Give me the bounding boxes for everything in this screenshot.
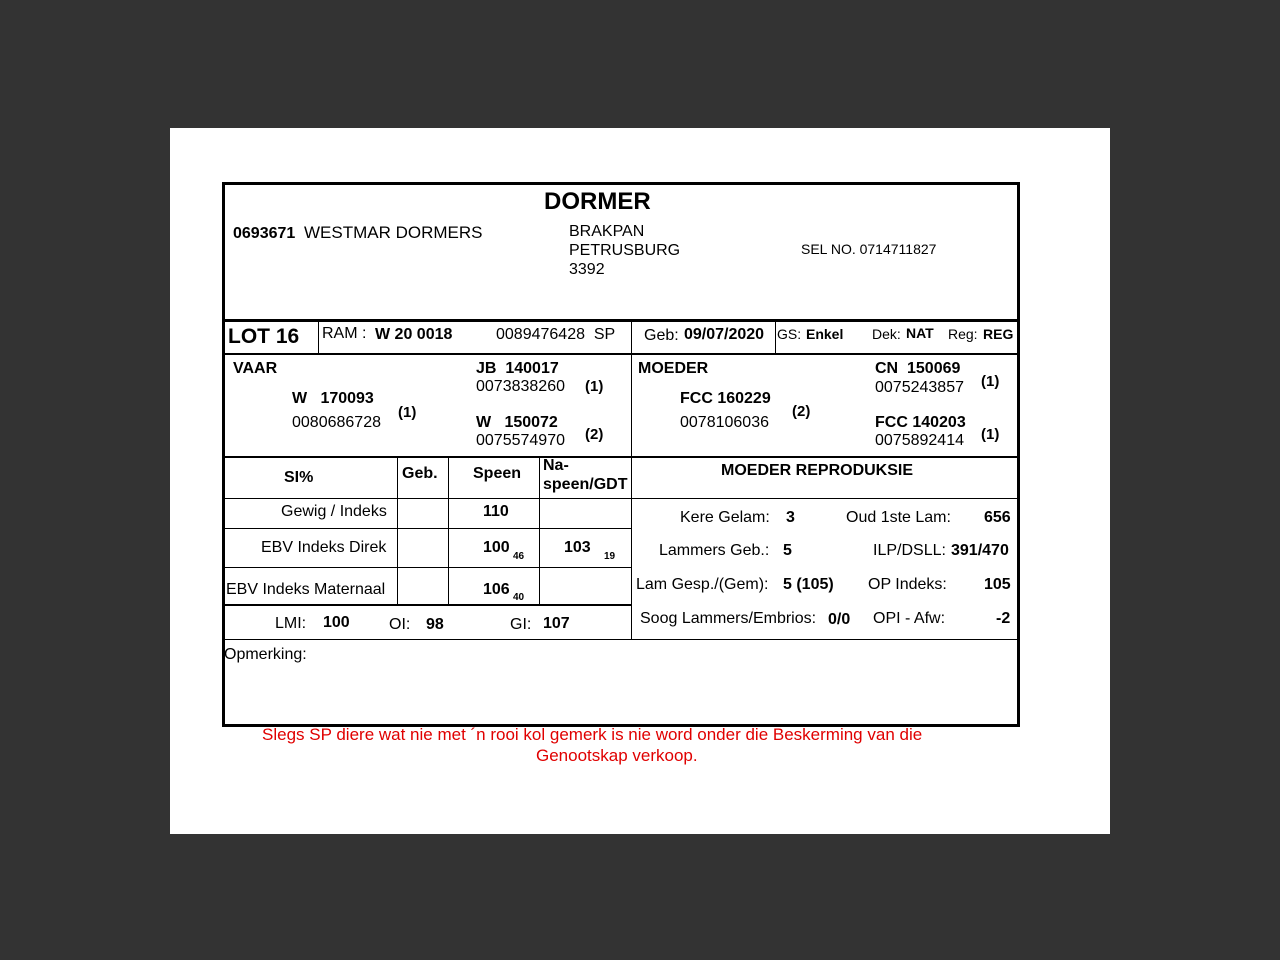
dek-label: Dek: (872, 326, 901, 342)
lmi-value: 100 (323, 614, 350, 631)
gewig-speen-value: 110 (483, 503, 509, 520)
oud-1ste-lam-label: Oud 1ste Lam: (846, 509, 951, 526)
ram-id: W 20 0018 (375, 326, 453, 343)
lammers-geb-value: 5 (783, 542, 792, 559)
maternaal-speen-value: 106 (483, 581, 510, 598)
dek-value: NAT (906, 325, 934, 341)
si-row1-line (222, 528, 632, 529)
sire-mark: (1) (398, 404, 417, 421)
lot-sep-3 (775, 321, 776, 353)
op-indeks-label: OP Indeks: (868, 576, 947, 593)
direk-naspeen-acc: 19 (604, 551, 616, 562)
ram-registration: 0089476428 SP (496, 326, 616, 343)
breeder-name: WESTMAR DORMERS (304, 223, 483, 242)
sel-no: SEL NO. 0714711827 (801, 241, 937, 257)
dam-dam-mark: (1) (981, 426, 1000, 443)
si-header-line (222, 498, 1020, 499)
ilp-dsll-value: 391/470 (951, 542, 1009, 559)
reg-label: Reg: (948, 326, 978, 342)
direk-speen-value: 100 (483, 539, 510, 556)
lmi-label: LMI: (275, 615, 307, 632)
footer-note-line-2: Genootskap verkoop. (536, 746, 698, 765)
gi-label: GI: (510, 616, 532, 633)
geb-header: Geb. (402, 465, 438, 482)
soog-lammers-label: Soog Lammers/Embrios: (640, 610, 817, 627)
lot-number: LOT 16 (228, 325, 300, 348)
moeder-label: MOEDER (638, 360, 709, 377)
si-header: SI% (284, 469, 314, 486)
si-row2-line (222, 567, 632, 568)
sire-sire-id: JB 140017 (476, 360, 559, 377)
naspeen-header-2: speen/GDT (543, 476, 628, 493)
gs-value: Enkel (806, 326, 844, 342)
dam-number: 0078106036 (680, 414, 769, 431)
sire-dam-number: 0075574970 (476, 432, 565, 449)
si-row3-line (222, 604, 632, 606)
opi-afw-label: OPI - Afw: (873, 610, 946, 627)
opmerking-label: Opmerking: (224, 646, 307, 663)
frame-right (1017, 182, 1020, 727)
reg-value: REG (983, 326, 1014, 342)
sire-sire-number: 0073838260 (476, 378, 565, 395)
ilp-dsll-label: ILP/DSLL: (873, 542, 946, 559)
lammers-geb-label: Lammers Geb.: (659, 542, 770, 559)
oi-label: OI: (389, 616, 411, 633)
dam-sire-number: 0075243857 (875, 379, 964, 396)
address-line-3: 3392 (569, 261, 605, 278)
kere-gelam-value: 3 (786, 509, 795, 526)
soog-lammers-value: 0/0 (828, 611, 851, 628)
opi-afw-value: -2 (996, 610, 1011, 627)
si-col-naspeen (539, 458, 540, 604)
row-label-ebv-direk: EBV Indeks Direk (261, 539, 387, 556)
birth-date: 09/07/2020 (684, 326, 765, 343)
sire-sire-mark: (1) (585, 378, 604, 395)
kere-gelam-label: Kere Gelam: (680, 509, 770, 526)
oi-value: 98 (426, 616, 444, 633)
divider-opmerking (222, 639, 1020, 640)
dam-dam-id: FCC 140203 (875, 414, 966, 431)
dam-sire-mark: (1) (981, 373, 1000, 390)
dam-dam-number: 0075892414 (875, 432, 964, 449)
geb-label: Geb: (644, 327, 679, 344)
address-line-1: BRAKPAN (569, 223, 645, 240)
divider-pedigree-bottom (222, 456, 1020, 458)
vaar-label: VAAR (233, 360, 278, 377)
frame-top (222, 182, 1020, 185)
lot-sep-1 (318, 321, 319, 353)
gi-value: 107 (543, 615, 570, 632)
dam-sire-id: CN 150069 (875, 360, 961, 377)
speen-header: Speen (473, 465, 522, 482)
breeder-code: 0693671 (233, 225, 296, 242)
gs-label: GS: (777, 326, 802, 342)
divider-lot-top (222, 319, 1020, 322)
dam-id: FCC 160229 (680, 390, 771, 407)
row-label-gewig: Gewig / Indeks (281, 503, 387, 520)
ram-label: RAM : (322, 325, 367, 342)
op-indeks-value: 105 (984, 576, 1011, 593)
address-line-2: PETRUSBURG (569, 242, 681, 259)
moeder-repro-header: MOEDER REPRODUKSIE (721, 462, 914, 479)
lam-gesp-label: Lam Gesp./(Gem): (636, 576, 769, 593)
si-col-speen (448, 458, 449, 604)
naspeen-header-1: Na- (543, 457, 569, 474)
sire-dam-mark: (2) (585, 426, 604, 443)
lam-gesp-value: 5 (105) (783, 576, 834, 593)
si-col-geb (397, 458, 398, 604)
dam-mark: (2) (792, 403, 811, 420)
direk-speen-acc: 46 (513, 551, 525, 562)
sire-number: 0080686728 (292, 414, 381, 431)
breed-title: DORMER (544, 188, 651, 215)
oud-1ste-lam-value: 656 (984, 509, 1011, 526)
row-label-ebv-maternaal: EBV Indeks Maternaal (226, 581, 386, 598)
sire-dam-id: W 150072 (476, 414, 558, 431)
maternaal-speen-acc: 40 (513, 592, 525, 603)
mid-vertical (631, 321, 632, 639)
divider-lot-bottom (222, 353, 1020, 355)
footer-note-line-1: Slegs SP diere wat nie met ´n rooi kol gemerk is nie word onder die Beskerming van die (262, 725, 923, 744)
direk-naspeen-value: 103 (564, 539, 591, 556)
sire-id: W 170093 (292, 390, 374, 407)
